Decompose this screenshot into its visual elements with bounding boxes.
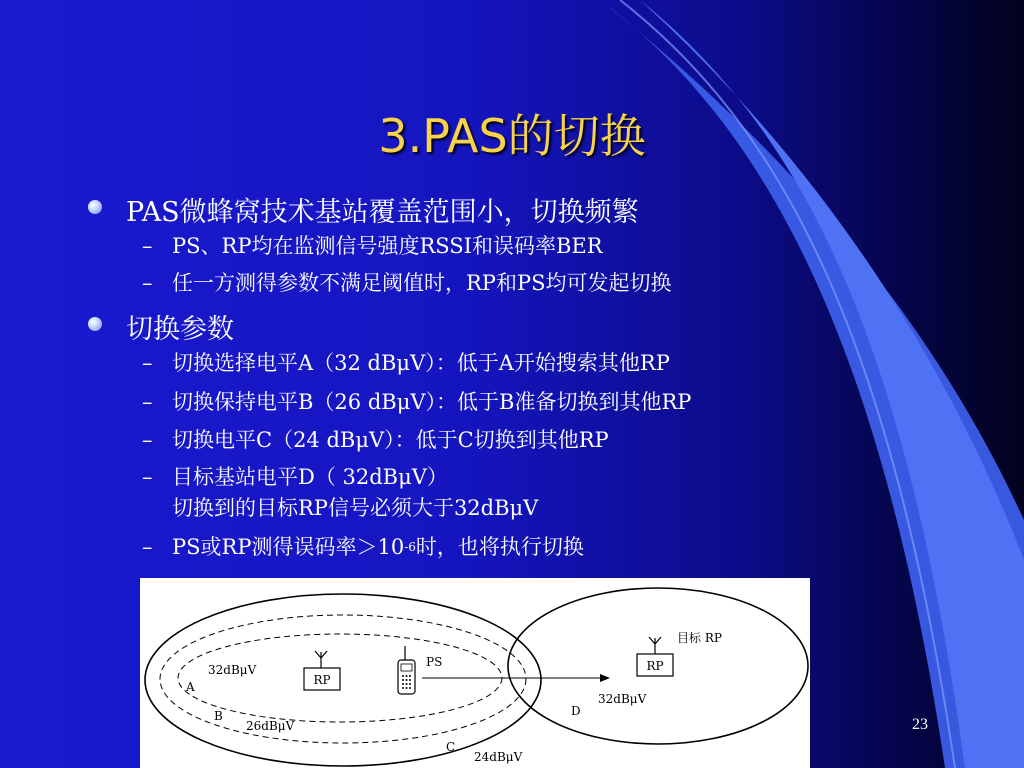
sub-bullet-text: 切换选择电平A（32 dBμV）：低于A开始搜索其他RP — [172, 351, 670, 375]
handover-diagram-svg — [140, 578, 810, 768]
level-26-label: 26dBμV — [246, 719, 295, 733]
serving-cell-boundary-c — [145, 594, 541, 766]
bullet-dot-icon — [88, 200, 102, 214]
bullet-2 — [126, 307, 234, 346]
target-rp-label: 目标 RP — [677, 631, 722, 645]
bullet-1-text: PAS微蜂窝技术基站覆盖范围小，切换频繁 — [126, 197, 639, 228]
rp-right-label: RP — [646, 659, 664, 673]
bullet-dot-icon — [88, 317, 102, 331]
dash-icon: – — [142, 234, 153, 258]
bullet-2-text: 切换参数 — [126, 314, 234, 345]
sub-bullet — [142, 387, 692, 418]
handover-diagram — [140, 578, 810, 768]
ps-label: PS — [426, 655, 443, 669]
sub-bullet — [142, 231, 603, 262]
rp-antenna-icon — [315, 651, 327, 668]
exponent: -6 — [404, 540, 416, 554]
rp-left-label: RP — [313, 673, 331, 687]
level-32-label: 32dBμV — [208, 663, 257, 677]
dash-icon: – — [142, 428, 153, 452]
sub-bullet — [142, 532, 584, 566]
label-b: B — [214, 709, 223, 723]
sub-bullet-text: PS或RP测得误码率＞10 — [172, 535, 405, 559]
bullet-1 — [126, 190, 639, 229]
sub-bullet-text: 切换保持电平B（26 dBμV）：低于B准备切换到其他RP — [172, 390, 692, 414]
sub-bullet-text: PS、RP均在监测信号强度RSSI和误码率BER — [172, 234, 603, 258]
slide-title: 3.PAS的切换 — [378, 109, 646, 163]
dash-icon: – — [142, 535, 153, 559]
level-32-right-label: 32dBμV — [598, 692, 647, 706]
label-d: D — [571, 704, 581, 718]
dash-icon: – — [142, 271, 153, 295]
dash-icon: – — [142, 351, 153, 375]
arrow-head-icon — [600, 674, 610, 682]
sub-bullet-text: 切换到的目标RP信号必须大于32dBμV — [172, 496, 539, 520]
page-number: 23 — [912, 716, 928, 733]
level-24-label: 24dBμV — [474, 750, 523, 764]
sub-bullet — [142, 462, 448, 493]
rp-antenna-icon — [649, 637, 661, 654]
sub-bullet — [142, 425, 609, 456]
label-c: C — [446, 740, 456, 754]
dash-icon: – — [142, 465, 153, 489]
sub-bullet-text: 任一方测得参数不满足阈值时，RP和PS均可发起切换 — [172, 271, 672, 295]
sub-bullet — [142, 348, 670, 379]
dash-icon: – — [142, 390, 153, 414]
label-a: A — [186, 680, 195, 694]
sub-bullet-text: 时，也将执行切换 — [415, 535, 584, 559]
threshold-b-boundary — [160, 615, 526, 743]
sub-bullet-text: 目标基站电平D（ 32dBμV） — [172, 465, 448, 489]
mobile-phone-icon — [398, 646, 415, 694]
sub-bullet-text: 切换电平C（24 dBμV）：低于C切换到其他RP — [172, 428, 609, 452]
sub-bullet-continuation — [172, 493, 538, 524]
sub-bullet — [142, 268, 672, 299]
